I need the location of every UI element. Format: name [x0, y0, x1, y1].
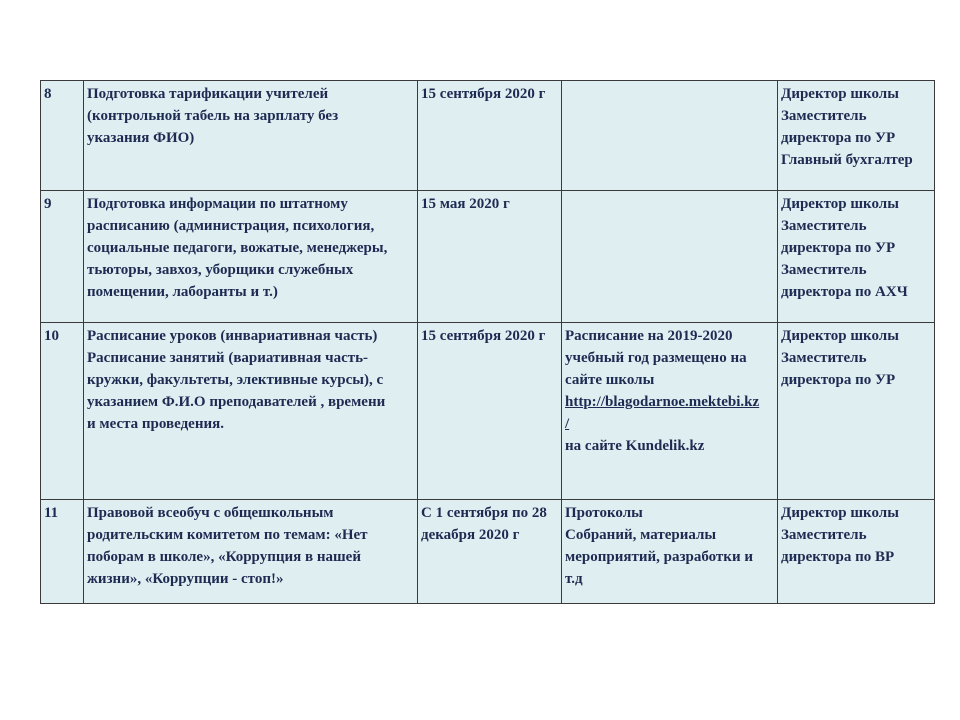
task-cell: Подготовка информации по штатному расписанию (администрация, психология, социальные педагоги, вожатые, менеджеры, тьюторы, завхоз, уборщики служебных помещении, лаборанты и т.): [84, 191, 418, 323]
note-text: Расписание на 2019-2020 учебный год размещено на сайте школы: [565, 328, 747, 388]
note-cell: [562, 323, 778, 500]
responsible-cell: Директор школы Заместитель директора по УР Главный бухгалтер: [778, 81, 935, 191]
table-row: [41, 323, 935, 500]
responsible-cell: Директор школы Заместитель директора по УР Заместитель директора по АХЧ: [778, 191, 935, 323]
row-number: 8: [41, 81, 84, 191]
table-row: [41, 191, 935, 323]
plan-table: [40, 80, 935, 604]
school-site-link[interactable]: http://blagodarnoe.mektebi.kz /: [565, 394, 760, 432]
note-kundelik: на сайте Kundelik.kz: [565, 438, 705, 454]
table-row: [41, 81, 935, 191]
responsible-cell: Директор школы Заместитель директора по ВР: [778, 500, 935, 604]
note-cell: [562, 81, 778, 191]
note-cell: Протоколы Собраний, материалы мероприятий, разработки и т.д: [562, 500, 778, 604]
deadline-cell: 15 мая 2020 г: [418, 191, 562, 323]
note-cell: [562, 191, 778, 323]
task-cell: Расписание уроков (инвариативная часть) Расписание занятий (вариативная часть- кружки, факультеты, элективные курсы), с указанием Ф.И.О преподавателей , времени и места проведения.: [84, 323, 418, 500]
row-number: 10: [41, 323, 84, 500]
row-number: 9: [41, 191, 84, 323]
row-number: 11: [41, 500, 84, 604]
table-row: [41, 500, 935, 604]
responsible-cell: Директор школы Заместитель директора по УР: [778, 323, 935, 500]
deadline-cell: С 1 сентября по 28 декабря 2020 г: [418, 500, 562, 604]
deadline-cell: 15 сентября 2020 г: [418, 81, 562, 191]
task-cell: Подготовка тарификации учителей (контрольной табель на зарплату без указания ФИО): [84, 81, 418, 191]
deadline-cell: 15 сентября 2020 г: [418, 323, 562, 500]
task-cell: Правовой всеобуч с общешкольным родительским комитетом по темам: «Нет поборам в школе», «Коррупция в нашей жизни», «Коррупции - стоп!»: [84, 500, 418, 604]
